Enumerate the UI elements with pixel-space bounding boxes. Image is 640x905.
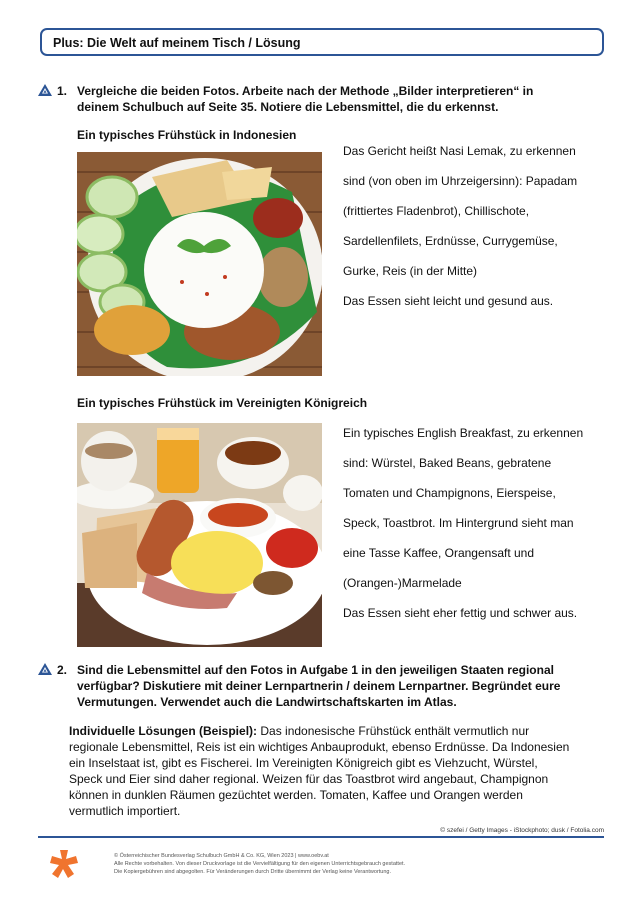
image-credit: © szefei / Getty Images - iStockphoto; dusk / Fotolia.com (440, 827, 604, 834)
uk-heading: Ein typisches Frühstück im Vereinigten Königreich (77, 396, 368, 410)
solution-label: Individuelle Lösungen (Beispiel): (69, 724, 258, 738)
task-level-icon (38, 663, 52, 675)
english-breakfast-photo (77, 423, 322, 647)
legal-line-3: Die Kopiergebühren sind abgegolten. Für Veränderungen durch Dritte übernimmt der Verlag keine Verantwortung. (114, 869, 392, 875)
task-2-text: Sind die Lebensmittel auf den Fotos in Aufgabe 1 in den jeweiligen Staaten regional verfügbar? Diskutiere mit deiner Lernpartnerin / deinem Lernpartner. Begründet eure Vermutungen. Verwendet auch die Landwirtschaftskarten im Atlas. (77, 663, 561, 709)
publisher-logo-icon (50, 850, 78, 878)
legal-line-1: © Österreichischer Bundesverlag Schulbuch GmbH & Co. KG, Wien 2023 | www.oebv.at (114, 853, 329, 859)
page-title: Plus: Die Welt auf meinem Tisch / Lösung (53, 36, 301, 50)
indonesia-description: Das Gericht heißt Nasi Lemak, zu erkennen sind (von oben im Uhrzeigersinn): Papadam (frittiertes Fladenbrot), Chillischote, Sardellenfilets, Erdnüsse, Currygemüse, Gurke, Reis (in der Mitte) Das Essen sieht leicht und gesund aus. (343, 144, 578, 308)
task-2-number: 2. (57, 663, 68, 677)
task-1-number: 1. (57, 84, 68, 98)
footer-divider (38, 836, 604, 838)
nasi-lemak-photo (77, 152, 322, 376)
legal-line-2: Alle Rechte vorbehalten. Von dieser Druckvorlage ist die Vervielfältigung für den eigenen Unterrichtsgebrauch gestattet. (114, 861, 406, 867)
indonesia-heading: Ein typisches Frühstück in Indonesien (77, 128, 297, 142)
uk-description: Ein typisches English Breakfast, zu erkennen sind: Würstel, Baked Beans, gebratene Tomaten und Champignons, Eierspeise, Speck, Toastbrot. Im Hintergrund sieht man eine Tasse Kaffee, Orangensaft und (Orangen-)Marmelade Das Essen sieht eher fettig und schwer aus. (343, 426, 584, 620)
task-level-icon (38, 84, 52, 96)
task-1-text: Vergleiche die beiden Fotos. Arbeite nach der Methode „Bilder interpretieren“ in deinem Schulbuch auf Seite 35. Notiere die Lebensmittel, die du erkennst. (77, 84, 534, 114)
solution-text: Individuelle Lösungen (Beispiel): Das indonesische Frühstück enthält vermutlich nur regionale Lebensmittel, Reis ist ein wichtiges Anbauprodukt, ebenso Erdnüsse. Da Indonesien ein Inselstaat ist, gibt es Fischerei. Im Vereinigten Königreich gibt es Viehzucht, Würstel, Speck und Eier sind daher regional. Weizen für das Toastbrot wird angebaut, Champignon können in dunklen Räumen gezüchtet werden. Tomaten, Kaffee und Orangen werden vermutlich importiert. (69, 724, 570, 818)
